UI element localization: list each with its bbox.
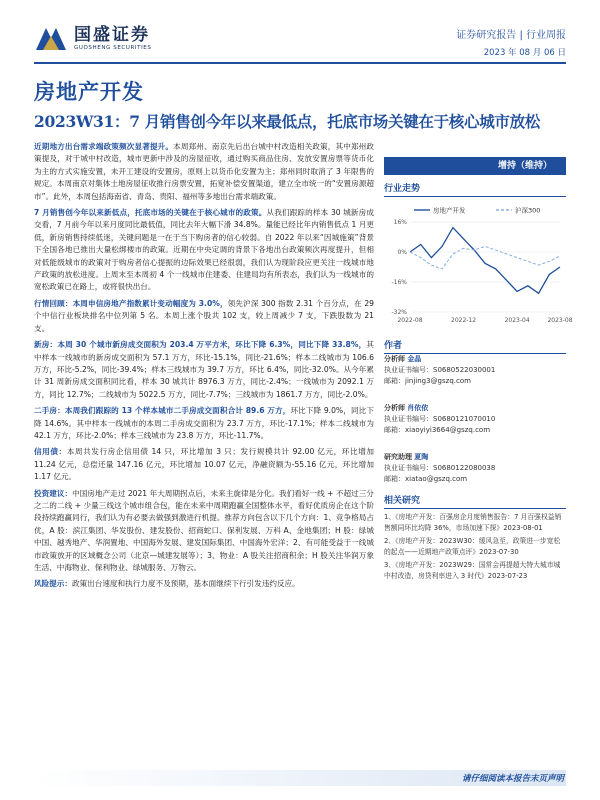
paragraph-risk — [34, 578, 374, 590]
paragraph-text: 中国房地产走过 2021 年大周期拐点后，未来主旋律是分化。我们看好一线 + 不超过三分之二的二线 + 少量三线这个城市组合包，能在未来中周期跑赢全国整体水平，看好优质房企在这个阶段持续跑赢同行，我们认为有必要去做强到激进行机提。推荐方向包含以下几个方向：1、竞争格局占优，A 股：滨江集团、华发股份、建发股份、招商蛇口、保利发展、万科 A、金地集团；H 股：绿城中国、越秀地产、华润置地、中国海外发展、建发国际集团、中国海外宏洋；2、有可能受益于一线城市政策放开的区域概念公司（北京—城建发展等）；3、物业：A 股关注招商积余；H 股关注华润万象生活、中海物业、保利物业、绿城服务、万物云。 — [34, 488, 374, 572]
performance-chart-svg — [384, 200, 573, 330]
analyst-cert: 执业证书编号：S0680121070010 — [384, 415, 496, 423]
analyst-cert: 执业证书编号：S0680122080038 — [384, 464, 496, 472]
report-date: 2023 年 08 月 06 日 — [483, 48, 566, 58]
paragraph-highlight: 新房：本周 30 个城市新房成交面积为 203.4 万平方米，环比下降 6.3%，同比下降 33.8%， — [34, 340, 367, 350]
logo-subtitle: GUOSHENG SECURITIES — [74, 44, 152, 51]
analyst-card — [384, 452, 566, 485]
rating-badge: 增持（维持） — [384, 157, 566, 175]
report-type: 证券研究报告 | 行业周报 — [456, 30, 566, 41]
performance-chart — [384, 200, 573, 330]
paragraph-policy — [34, 141, 374, 203]
series-line-0 — [410, 228, 560, 294]
paragraph-text: 本周共发行房企信用债 14 只，环比增加 3 只；发行规模共计 92.00 亿元，环比增加 11.24 亿元，总偿还量 147.16 亿元，环比增加 10.07 亿元，净融资额为-55.16 亿元，环比增加 1.17 亿元。 — [34, 447, 375, 482]
paragraph-market — [34, 298, 374, 335]
paragraph-highlight: 投资建议： — [34, 488, 73, 498]
analyst-role: 分析师 — [384, 404, 405, 412]
paragraph-credit-bonds — [34, 446, 374, 483]
paragraph-text: 其中样本一线城市的新房成交面积为 57.1 万方，环比-15.1%，同比-21.6%；样本二线城市为 106.6 万方，环比-5.2%，同比-39.4%；样本三线城市为 39.7 万方，环比 6.4%，同比-32.0%。从今年累计 31 周新房成交面积同比看，样本 30 城共计 8976.3 万方，同比-2.4%；一线城市为 2092.1 万方，同比 12.7%；二线城市为 5022.5 万方，同比-7.7%；三线城市为 1861.7 万方，同比-2.0%。 — [34, 340, 374, 399]
paragraph-highlight: 行情回顾：本周申信房地产指数累计变动幅度为 3.0%， — [34, 298, 228, 308]
sector-title: 房地产开发 — [34, 79, 144, 104]
analyst-cert: 执业证书编号：S0680522030001 — [384, 366, 496, 374]
analyst-card — [384, 354, 566, 387]
paragraph-text: 本周郑州、南京先后出台城中村改造相关政策，其中郑州政策提及，对于城中村改造，城市更新中涉及的房屋征收，通过购买商品住房、发放安置房票等货币化为主的方式实施安置，未开工建设的安置房，原则上以货币化安置为主；郑州同时取消了 3 年限售的规定。本周南京对集体土地房屋征收推行房票安置，拓宽补偿安置渠道，建立全市统一的“安置房源超市”。此外，本周包括海南省、青岛、贵阳、福州等多地出台需求端政策。 — [34, 142, 375, 201]
paragraph-highlight: 7 月销售创今年以来新低点，托底市场的关键在于核心城市的政策。 — [34, 208, 267, 218]
related-research-list — [384, 512, 566, 585]
header-divider — [34, 62, 566, 64]
related-heading: 相关研究 — [384, 493, 566, 509]
analyst-name: 金晶 — [407, 355, 422, 363]
footer-disclaimer: 请仔细阅读本报告末页声明 — [461, 774, 564, 784]
report-headline: 2023W31：7 月销售创今年以来最低点，托底市场关键在于核心城市放松 — [34, 112, 541, 131]
analyst-name: 肖依依 — [407, 404, 429, 412]
related-report-item[interactable]: 3、《房地产开发：2023W29：国常会再提超大特大城市城中村改造，房贷利率进入 3 时代》2023-07-23 — [384, 561, 561, 580]
x-tick-label: 2023-08 — [547, 317, 573, 324]
analyst-heading: 作者 — [384, 338, 566, 354]
performance-heading: 行业走势 — [384, 181, 566, 197]
logo-emblem-icon — [34, 24, 68, 52]
y-tick-label: 0% — [397, 249, 407, 257]
legend-label: 房地产开发 — [433, 206, 466, 215]
logo — [34, 24, 151, 52]
paragraph-highlight: 风险提示： — [34, 579, 72, 589]
y-tick-label: -32% — [391, 309, 407, 317]
related-report-item[interactable]: 2、《房地产开发：2023W30：缓风急至，政策进一步宽松的起点——近期地产政策点评》2023-07-30 — [384, 537, 561, 556]
analyst-email[interactable]: 邮箱：xiaoyiyi3664@gszq.com — [384, 426, 491, 434]
analyst-role: 分析师 — [384, 355, 405, 363]
y-tick-label: 16% — [393, 219, 407, 227]
related-report-item[interactable]: 1、《房地产开发：百强房企月度销售报告：7 月百强权益销售额同环比均降 36%，市场加速下探》2023-08-01 — [384, 513, 562, 532]
analyst-name: 夏陶 — [414, 453, 429, 461]
paragraph-text: 从我们跟踪的样本 30 城新房成交看，7 月前今年以来月度同比最低值，同比去年大幅下滑 34.8%。量能已经比年内销售低点 1 月更低，新房销售持续低迷，关键问题是一在于当下购房者的信心较弱。自 2022 年以来“因城施策”背景下全国各地已推出大量松绑楼市的政策。近期在中央定调的背景下各地出台政策频次再度提升，但相对低能级城市的政策对于购房者信心提振的边际效果已经很弱，我们认为现阶段应更关注一线城市地产政策的放松进度。上周末至本周初 4 个一线城市住建委、住建局均有所表态，我们认为一线城市的宽松政策已在路上，或将很快出台。 — [34, 208, 374, 292]
analyst-role: 研究助理 — [384, 453, 412, 461]
paragraph-investment — [34, 488, 374, 575]
paragraph-text: 领先沪深 300 指数 2.31 个百分点，在 29 个中信行业板块排名中位列第 5 名。本周上涨个股共 102 支，较上周减少 7 支，下跌股数为 21 支。 — [34, 298, 375, 333]
y-tick-label: -16% — [391, 279, 407, 287]
paragraph-highlight: 二手房：本周我们跟踪的 13 个样本城市二手房成交面积合计 89.6 万方， — [34, 406, 291, 416]
report-body — [34, 141, 374, 595]
analyst-email[interactable]: 邮箱：jinjing3@gszq.com — [384, 377, 471, 385]
legend-label: 沪深300 — [515, 206, 541, 215]
paragraph-highlight: 近期地方出台需求端政策频次显著提升。 — [34, 142, 174, 151]
paragraph-new-homes — [34, 339, 374, 401]
logo-name: 国盛证券 — [74, 24, 150, 45]
paragraph-highlight: 信用债： — [34, 447, 67, 457]
paragraph-sales — [34, 207, 374, 294]
analyst-email[interactable]: 邮箱：xiatao@gszq.com — [384, 475, 468, 483]
x-tick-label: 2023-04 — [504, 317, 530, 324]
paragraph-text: 环比下降 9.0%，同比下降 14.6%。其中样本一线城市的本周二手房成交面积为 23.7 万方，环比-17.1%；样本二线城市为 42.1 万方，环比-2.0%；样本三线城市为 23.8 万方，环比-11.7%。 — [34, 406, 374, 440]
x-tick-label: 2022-12 — [451, 317, 477, 324]
paragraph-text: 政策出台速度和执行力度不及预期，基本面继续下行引发违约反应。 — [71, 579, 300, 589]
x-tick-label: 2022-08 — [397, 317, 423, 324]
analyst-card — [384, 403, 566, 436]
series-line-1 — [410, 246, 560, 269]
paragraph-second-hand — [34, 405, 374, 442]
